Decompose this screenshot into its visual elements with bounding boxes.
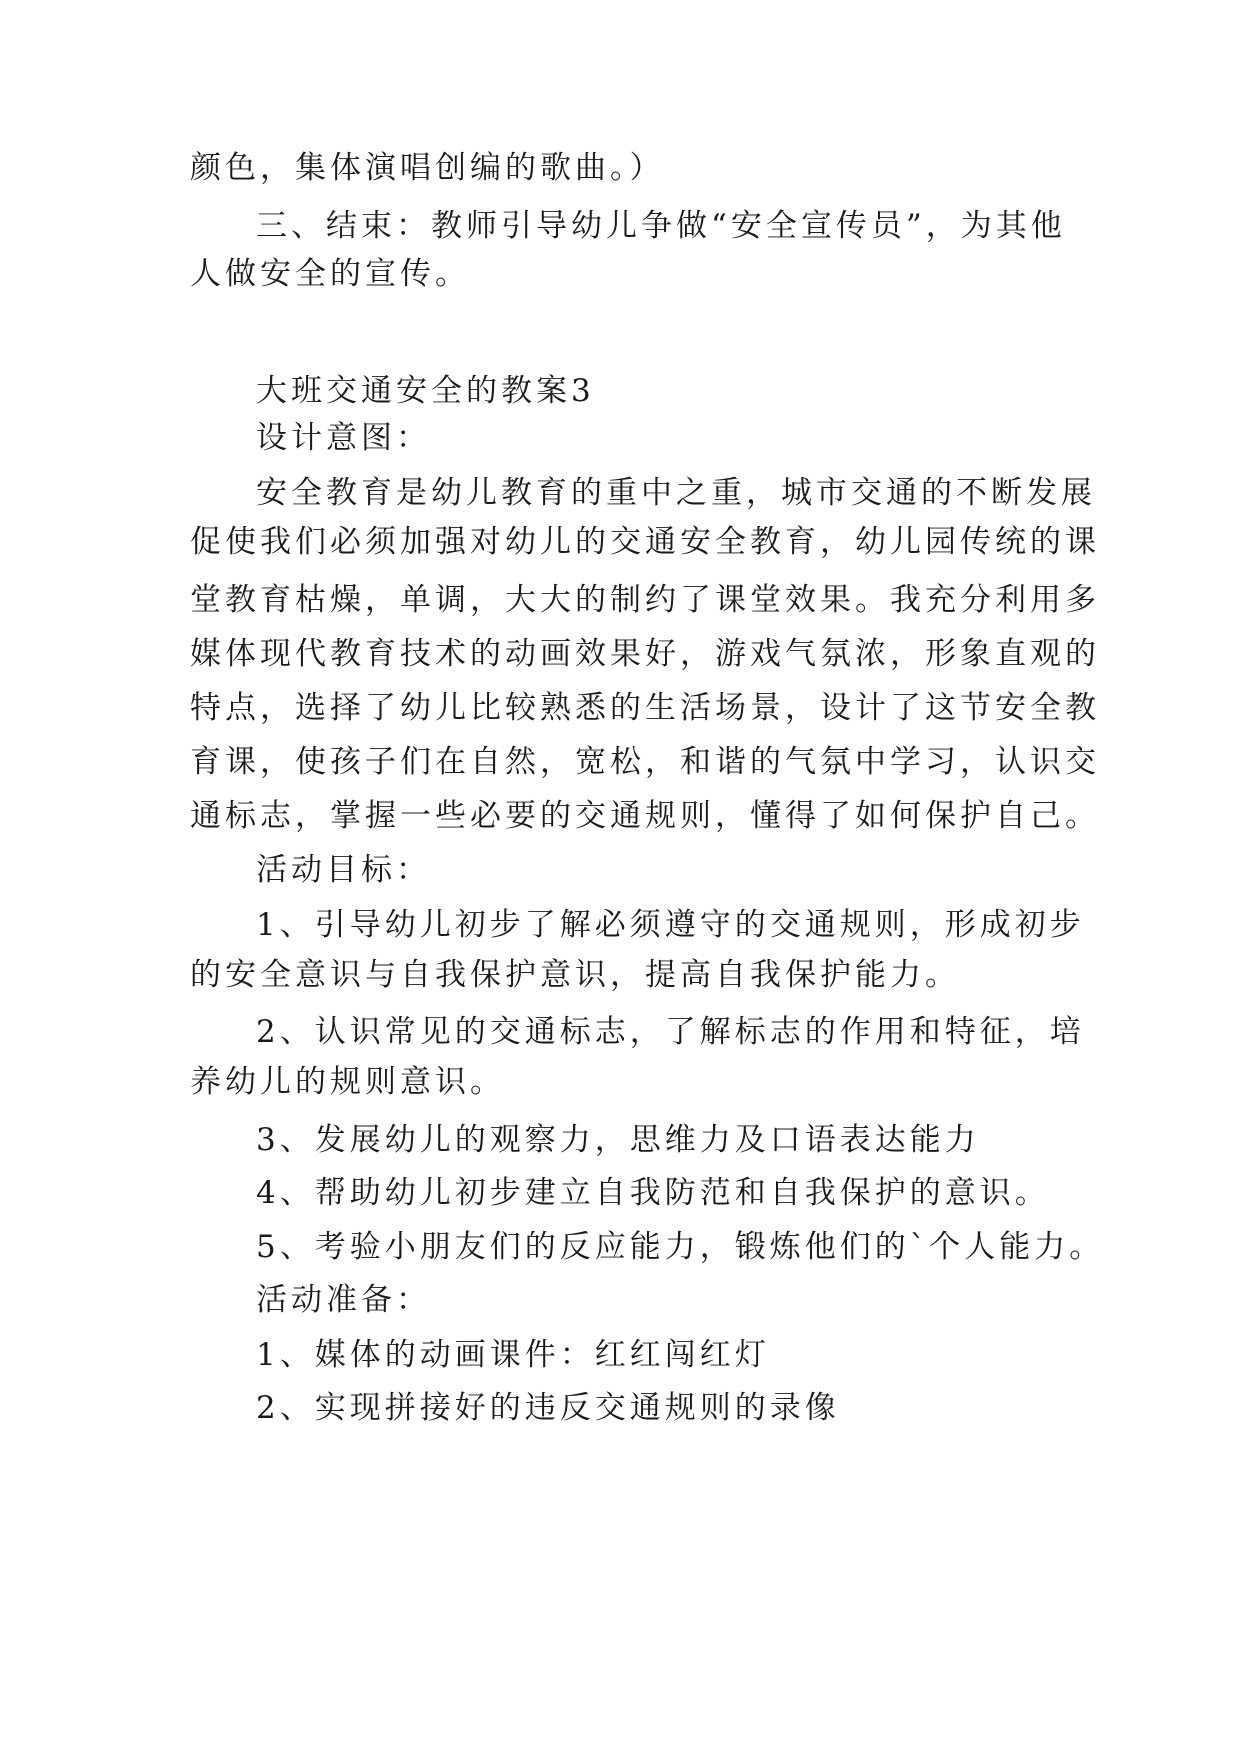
text-line: 媒体现代教育技术的动画效果好，游戏气氛浓，形象直观的: [190, 636, 1100, 672]
text-line: 2、认识常见的交通标志，了解标志的作用和特征，培: [256, 1014, 1085, 1050]
text-line: 的安全意识与自我保护意识，提高自我保护能力。: [190, 957, 960, 993]
text-line: 2、实现拼接好的违反交通规则的录像: [256, 1390, 840, 1426]
text-line: 促使我们必须加强对幼儿的交通安全教育，幼儿园传统的课: [190, 524, 1100, 560]
text-line: 1、媒体的动画课件：红红闯红灯: [256, 1337, 770, 1373]
text-line: 三、结束：教师引导幼儿争做“安全宣传员”，为其他: [256, 208, 1066, 244]
text-line: 4、帮助幼儿初步建立自我防范和自我保护的意识。: [256, 1175, 1050, 1211]
section-heading: 大班交通安全的教案3: [256, 373, 595, 409]
subheading-design-intent: 设计意图：: [256, 420, 431, 456]
text-line: 人做安全的宣传。: [190, 256, 470, 292]
text-line: 5、考验小朋友们的反应能力，锻炼他们的`个人能力。: [256, 1229, 1105, 1265]
text-line: 特点，选择了幼儿比较熟悉的生活场景，设计了这节安全教: [190, 690, 1100, 726]
text-line: 育课，使孩子们在自然，宽松，和谐的气氛中学习，认识交: [190, 744, 1100, 780]
subheading-activity-prep: 活动准备：: [256, 1282, 431, 1318]
text-line: 堂教育枯燥，单调，大大的制约了课堂效果。我充分利用多: [190, 582, 1100, 618]
text-line: 颜色，集体演唱创编的歌曲。）: [190, 150, 665, 186]
text-line: 通标志，掌握一些必要的交通规则，懂得了如何保护自己。: [190, 798, 1100, 834]
text-line: 安全教育是幼儿教育的重中之重，城市交通的不断发展: [256, 475, 1096, 511]
text-line: 3、发展幼儿的观察力，思维力及口语表达能力: [256, 1122, 980, 1158]
text-line: 养幼儿的规则意识。: [190, 1064, 505, 1100]
subheading-activity-goals: 活动目标：: [256, 852, 431, 888]
text-line: 1、引导幼儿初步了解必须遵守的交通规则，形成初步: [256, 907, 1085, 943]
